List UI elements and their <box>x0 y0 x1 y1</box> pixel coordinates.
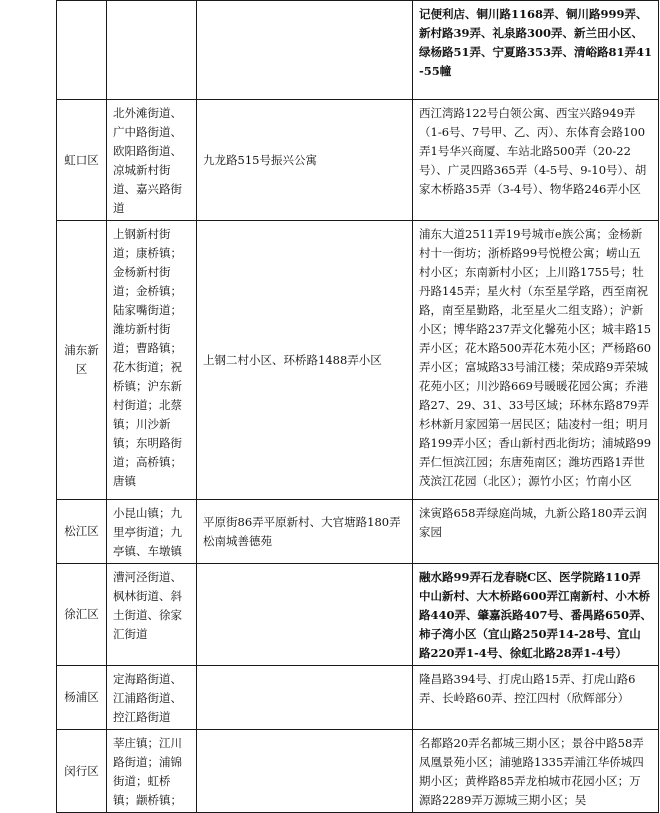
high-risk-area-cell: 上钢二村小区、环桥路1488弄小区 <box>197 221 413 500</box>
district-cell: 杨浦区 <box>57 666 107 730</box>
streets-cell: 莘庄镇；江川路街道；浦锦街道；虹桥镇；颛桥镇； <box>107 730 197 813</box>
table-row <box>57 666 659 730</box>
district-cell: 松江区 <box>57 500 107 564</box>
district-cell <box>57 1 107 100</box>
district-cell: 闵行区 <box>57 730 107 813</box>
streets-cell: 定海路街道、江浦路街道、控江路街道 <box>107 666 197 730</box>
high-risk-area-cell: 平原街86弄平原新村、大官塘路180弄松南城善德苑 <box>197 500 413 564</box>
streets-cell: 漕河泾街道、枫林街道、斜土街道、徐家汇街道 <box>107 564 197 666</box>
address-cell: 涞寅路658弄绿庭尚城，九新公路180弄云润家园 <box>413 500 659 564</box>
streets-cell: 北外滩街道、广中路街道、欧阳路街道、凉城新村街道、嘉兴路街道 <box>107 100 197 221</box>
streets-cell <box>107 1 197 100</box>
high-risk-area-cell <box>197 564 413 666</box>
high-risk-area-cell <box>197 1 413 100</box>
district-address-table <box>56 0 659 813</box>
high-risk-area-cell <box>197 666 413 730</box>
streets-cell: 小昆山镇；九里亭街道；九亭镇、车墩镇 <box>107 500 197 564</box>
high-risk-area-cell: 九龙路515号振兴公寓 <box>197 100 413 221</box>
address-cell: 隆昌路394号、打虎山路15弄、打虎山路6弄、长岭路60弄、控江四村（欣辉部分） <box>413 666 659 730</box>
table-row <box>57 500 659 564</box>
district-cell: 徐汇区 <box>57 564 107 666</box>
district-cell: 虹口区 <box>57 100 107 221</box>
address-cell: 浦东大道2511弄19号城市e族公寓；金杨新村十一街坊；浙桥路99号悦橙公寓；崂山五村小区；东南新村小区；上川路1755号；牡丹路145弄；星火村（东至星学路，西至南祝路，南至星勤路，北至星火二组支路）；沪新小区；博华路237弄文化馨苑小区；城丰路15弄小区；花木路500弄花木苑小区；严杨路60弄小区；富城路33号浦江楼；荣成路9弄荣城花苑小区；川沙路669号暖暖花园公寓；乔港路27、29、31、33号区域；环林东路879弄杉林新月家园第一居民区；陆凌村一组；明月路199弄小区；香山新村西北街坊；浦城路99弄仁恒滨江园；东唐苑南区；潍坊西路1弄世茂滨江花园（北区）；源竹小区；竹南小区 <box>413 221 659 500</box>
table-row <box>57 730 659 813</box>
district-cell: 浦东新区 <box>57 221 107 500</box>
address-cell: 西江湾路122号白领公寓、西宝兴路949弄（1-6号、7号甲、乙、丙）、东体育会路100弄1号华兴商厦、车站北路500弄（20-22号）、广灵四路365弄（4-5号、9-10号）、胡家木桥路35弄（3-4号）、物华路246弄小区 <box>413 100 659 221</box>
table-row <box>57 564 659 666</box>
address-cell: 融水路99弄石龙春晓C区、医学院路110弄中山新村、大木桥路600弄江南新村、小木桥路440弄、肇嘉浜路407号、番禺路650弄、柿子湾小区（宜山路250弄14-28号、宜山路220弄1-4号、徐虹北路28弄1-4号） <box>413 564 659 666</box>
streets-cell: 上钢新村街道；康桥镇；金杨新村街道；金桥镇；陆家嘴街道；潍坊新村街道；曹路镇；花木街道；祝桥镇；沪东新村街道；北蔡镇；川沙新镇；东明路街道；高桥镇；唐镇 <box>107 221 197 500</box>
table-row <box>57 1 659 100</box>
address-cell: 记便利店、铜川路1168弄、铜川路999弄、新村路39弄、礼泉路300弄、新兰田小区、绿杨路51弄、宁夏路353弄、清峪路81弄41-55幢 <box>413 1 659 100</box>
address-cell: 名都路20弄名都城三期小区；景谷中路58弄凤凰景苑小区；浦驰路1335弄浦江华侨城四期小区；黄桦路85弄龙柏城市花园小区；万源路2289弄万源城三期小区；吴 <box>413 730 659 813</box>
table-row <box>57 221 659 500</box>
table-row <box>57 100 659 221</box>
high-risk-area-cell <box>197 730 413 813</box>
